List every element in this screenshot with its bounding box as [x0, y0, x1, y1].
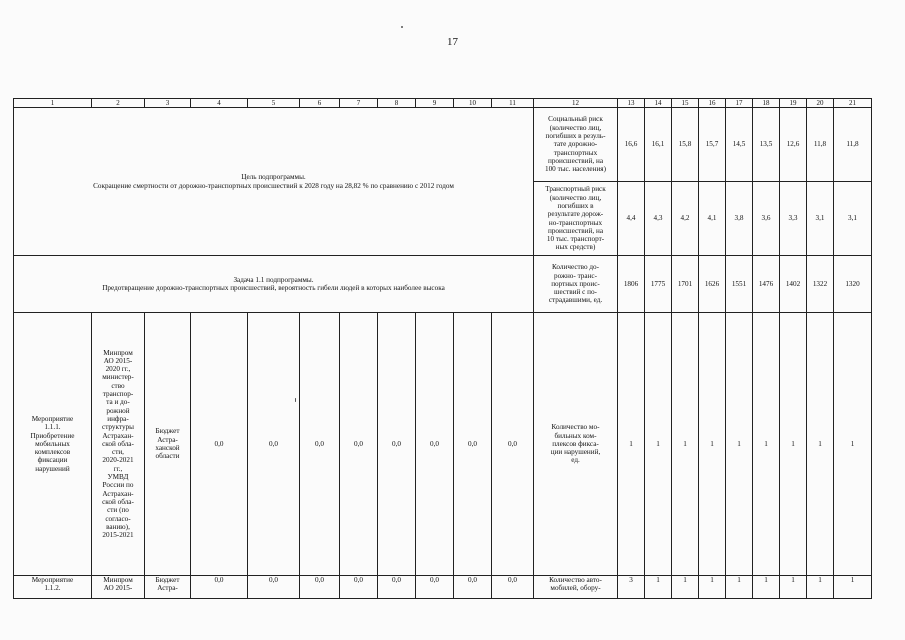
indicator-value: 16,6: [618, 108, 645, 182]
indicator-value: 1: [726, 576, 753, 599]
indicator-value: 1551: [726, 256, 753, 313]
indicator-value: 1: [807, 313, 834, 576]
indicator-value: 3,8: [726, 182, 753, 256]
goal-indicator-social-risk: Социальный риск (количество лиц, погибших в резуль- тате дорожно- транспортных происшествий, на 100 тыс. населения): [534, 108, 618, 182]
indicator-value: 1: [699, 576, 726, 599]
column-number: 6: [300, 99, 340, 108]
goal-indicator-transport-risk: Транспортный риск (количество лиц, погибших в результате дорож- но-транспортных происшествий, на 10 тыс. транспорт- ных средств): [534, 182, 618, 256]
indicator-value: 14,5: [726, 108, 753, 182]
indicator-value: 1: [753, 313, 780, 576]
column-number: 21: [834, 99, 872, 108]
indicator-value: 1476: [753, 256, 780, 313]
indicator-value: 15,8: [672, 108, 699, 182]
indicator-value: 3,1: [834, 182, 872, 256]
indicator-value: 1: [645, 313, 672, 576]
funding-source: Бюджет Астра- ханской области: [145, 313, 191, 576]
task-text: Предотвращение дорожно-транспортных происшествий, вероятность гибели людей в которых наиболее высока: [102, 284, 445, 292]
indicator-value: 1: [699, 313, 726, 576]
goal-text: Сокращение смертности от дорожно-транспортных происшествий к 2028 году на 28,82 % по сравнению с 2012 годом: [93, 181, 454, 190]
finance-value: 0,0: [191, 576, 248, 599]
indicator-value: 1: [672, 576, 699, 599]
finance-value: 0,0: [300, 576, 340, 599]
measure-executor: Минпром АО 2015-: [92, 576, 145, 599]
indicator-value: 13,5: [753, 108, 780, 182]
scan-speck: [401, 26, 403, 28]
column-number: 15: [672, 99, 699, 108]
column-number: 10: [454, 99, 492, 108]
column-number-row: [14, 99, 872, 108]
indicator-value: 3,6: [753, 182, 780, 256]
indicator-value: 1: [834, 576, 872, 599]
indicator-value: 1626: [699, 256, 726, 313]
indicator-value: 11,8: [834, 108, 872, 182]
measure-executor: Минпром АО 2015- 2020 гг., министер- ство транспор- та и до- рожной инфра- структуры Астрахан- ской обла- сти, 2020-2021 гг., УМВД России по Астрахан- ской обла- сти (по согласо- ванию), 2015-2021: [92, 313, 145, 576]
indicator-value: 1: [780, 313, 807, 576]
measure-indicator: Количество авто- мобилей, обору-: [534, 576, 618, 599]
finance-value: 0,0: [416, 576, 454, 599]
indicator-value: 1: [645, 576, 672, 599]
column-number: 12: [534, 99, 618, 108]
indicator-value: 3: [618, 576, 645, 599]
finance-value: 0,0: [492, 576, 534, 599]
indicator-value: 1: [672, 313, 699, 576]
program-table: [13, 98, 872, 599]
indicator-value: 1: [726, 313, 753, 576]
column-number: 5: [248, 99, 300, 108]
finance-value: 0,0: [378, 313, 416, 576]
indicator-value: 1775: [645, 256, 672, 313]
column-number: 7: [340, 99, 378, 108]
finance-value: 0,0: [416, 313, 454, 576]
indicator-value: 1701: [672, 256, 699, 313]
page-number: 17: [447, 36, 458, 48]
indicator-value: 1: [753, 576, 780, 599]
indicator-value: 1806: [618, 256, 645, 313]
measure-row: [14, 313, 872, 576]
indicator-value: 1402: [780, 256, 807, 313]
finance-value: 0,0: [248, 313, 300, 576]
column-number: 18: [753, 99, 780, 108]
finance-value: 0,0: [300, 313, 340, 576]
column-number: 13: [618, 99, 645, 108]
column-number: 16: [699, 99, 726, 108]
column-number: 14: [645, 99, 672, 108]
indicator-value: 1: [834, 313, 872, 576]
indicator-value: 4,1: [699, 182, 726, 256]
finance-value: 0,0: [454, 313, 492, 576]
measure-name: Мероприятие 1.1.2.: [14, 576, 92, 599]
column-number: 20: [807, 99, 834, 108]
goal-title: Цель подпрограммы.: [241, 173, 306, 182]
column-number: 9: [416, 99, 454, 108]
indicator-value: 16,1: [645, 108, 672, 182]
indicator-value: 1: [780, 576, 807, 599]
column-number: 1: [14, 99, 92, 108]
measure-name: Мероприятие 1.1.1. Приобретение мобильных комплексов фиксации нарушений: [14, 313, 92, 576]
finance-value: 0,0: [340, 576, 378, 599]
task-indicator: Количество до- рожно- транс- портных проис- шествий с по- страдавшими, ед.: [534, 256, 618, 313]
column-number: 11: [492, 99, 534, 108]
finance-value: 0,0: [378, 576, 416, 599]
indicator-value: 4,3: [645, 182, 672, 256]
column-number: 3: [145, 99, 191, 108]
column-number: 4: [191, 99, 248, 108]
finance-value: 0,0: [492, 313, 534, 576]
indicator-value: 4,2: [672, 182, 699, 256]
indicator-value: 1: [618, 313, 645, 576]
indicator-value: 3,1: [807, 182, 834, 256]
column-number: 8: [378, 99, 416, 108]
task-row: [14, 256, 872, 313]
finance-value: 0,0: [340, 313, 378, 576]
indicator-value: 11,8: [807, 108, 834, 182]
finance-value: 0,0: [454, 576, 492, 599]
indicator-value: 3,3: [780, 182, 807, 256]
indicator-value: 15,7: [699, 108, 726, 182]
indicator-value: 4,4: [618, 182, 645, 256]
funding-source: Бюджет Астра-: [145, 576, 191, 599]
column-number: 17: [726, 99, 753, 108]
task-title: Задача 1.1 подпрограммы.: [233, 275, 314, 284]
indicator-value: 1322: [807, 256, 834, 313]
finance-value: 0,0: [248, 576, 300, 599]
indicator-value: 12,6: [780, 108, 807, 182]
goal-cell: [14, 108, 534, 256]
indicator-value: 1: [807, 576, 834, 599]
goal-row: [14, 108, 872, 182]
finance-value: 0,0: [191, 313, 248, 576]
measure-indicator: Количество мо- бильных ком- плексов фикса- ции нарушений, ед.: [534, 313, 618, 576]
task-cell: [14, 256, 534, 313]
measure-row: [14, 576, 872, 599]
indicator-value: 1320: [834, 256, 872, 313]
column-number: 2: [92, 99, 145, 108]
column-number: 19: [780, 99, 807, 108]
